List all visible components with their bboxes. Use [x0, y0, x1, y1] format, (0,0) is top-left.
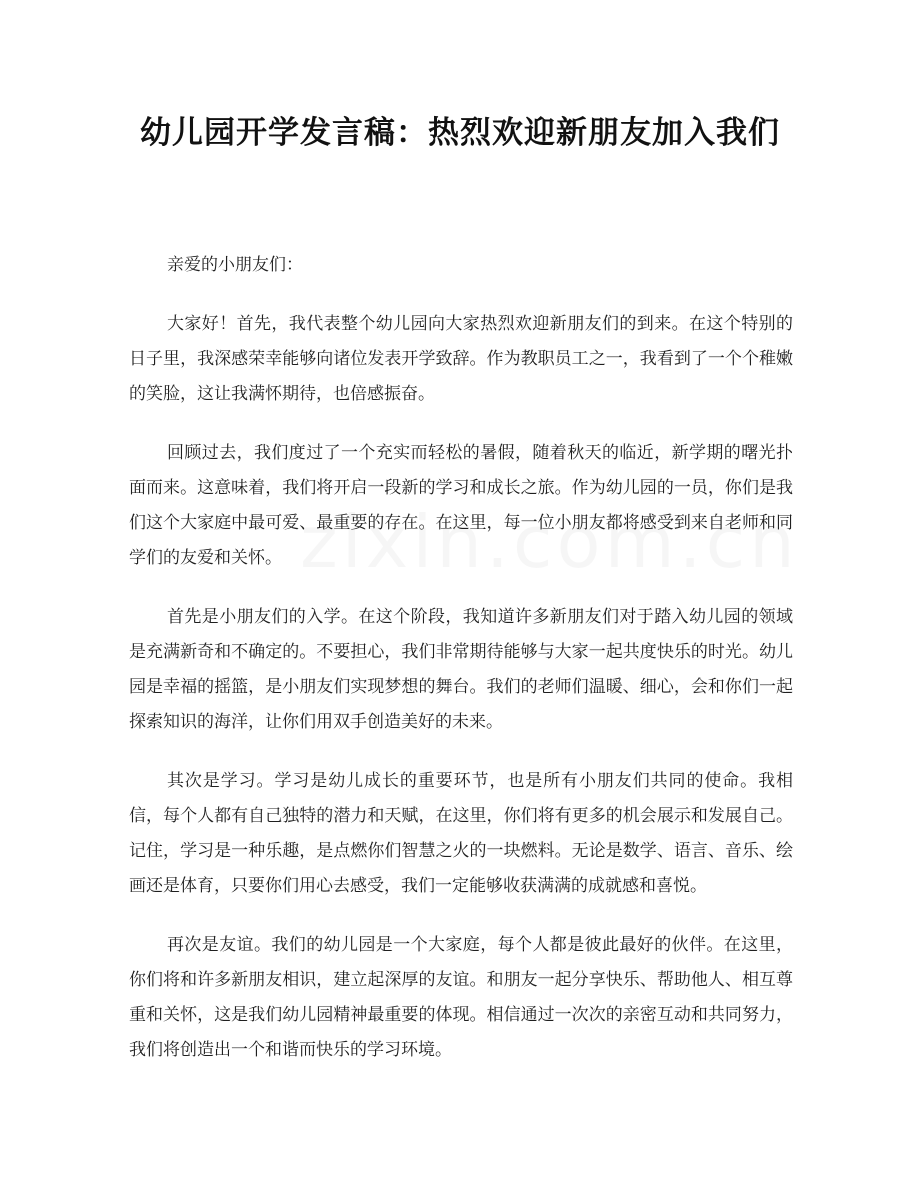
paragraph-review: 回顾过去，我们度过了一个充实而轻松的暑假，随着秋天的临近，新学期的曙光扑面而来。这意味着，我们将开启一段新的学习和成长之旅。作为幼儿园的一员，你们是我们这个大家庭中最可爱、最重要的存在。在这里，每一位小朋友都将感受到来自老师和同学们的友爱和关怀。	[129, 443, 793, 568]
document-title: 幼儿园开学发言稿：热烈欢迎新朋友加入我们	[140, 115, 780, 151]
paragraph-friendship: 再次是友谊。我们的幼儿园是一个大家庭，每个人都是彼此最好的伙伴。在这里，你们将和许多新朋友相识，建立起深厚的友谊。和朋友一起分享快乐、帮助他人、相互尊重和关怀，这是我们幼儿园精神最重要的体现。相信通过一次次的亲密互动和共同努力，我们将创造出一个和谐而快乐的学习环境。	[129, 935, 793, 1060]
paragraph-greeting: 亲爱的小朋友们：	[167, 255, 303, 275]
document-body	[129, 248, 793, 1092]
paragraph-learning: 其次是学习。学习是幼儿成长的重要环节，也是所有小朋友们共同的使命。我相信，每个人都有自己独特的潜力和天赋，在这里，你们将有更多的机会展示和发展自己。记住，学习是一种乐趣，是点燃你们智慧之火的一块燃料。无论是数学、语言、音乐、绘画还是体育，只要你们用心去感受，我们一定能够收获满满的成就感和喜悦。	[129, 771, 793, 896]
paragraph-welcome: 大家好！首先，我代表整个幼儿园向大家热烈欢迎新朋友们的到来。在这个特别的日子里，我深感荣幸能够向诸位发表开学致辞。作为教职员工之一，我看到了一个个稚嫩的笑脸，这让我满怀期待，也倍感振奋。	[129, 314, 793, 404]
paragraph-enrollment: 首先是小朋友们的入学。在这个阶段，我知道许多新朋友们对于踏入幼儿园的领域是充满新奇和不确定的。不要担心，我们非常期待能够与大家一起共度快乐的时光。幼儿园是幸福的摇篮，是小朋友们实现梦想的舞台。我们的老师们温暖、细心，会和你们一起探索知识的海洋，让你们用双手创造美好的未来。	[129, 607, 793, 732]
